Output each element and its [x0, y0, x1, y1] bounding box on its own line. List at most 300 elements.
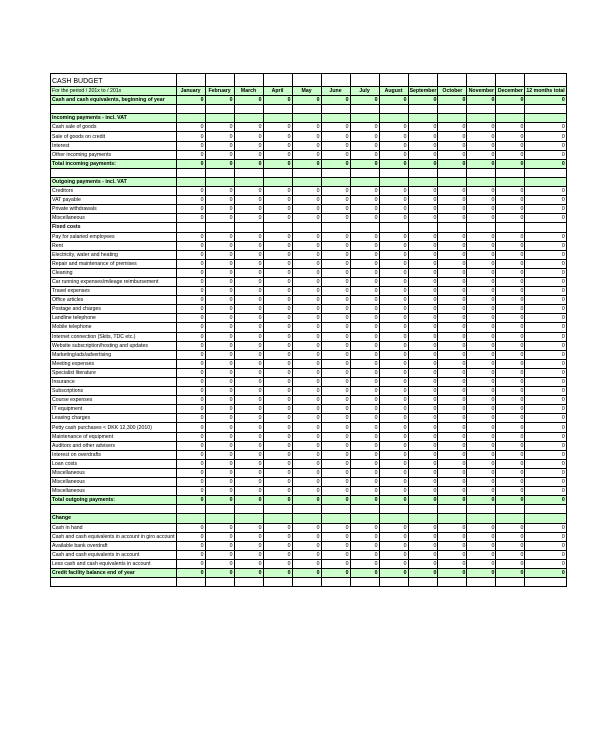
value-cell[interactable]: 0	[379, 532, 408, 541]
value-cell[interactable]: 0	[263, 532, 292, 541]
value-cell[interactable]: 0	[496, 277, 525, 286]
value-cell[interactable]: 0	[234, 368, 263, 377]
value-cell[interactable]: 0	[205, 541, 234, 550]
value-cell[interactable]: 0	[234, 314, 263, 323]
value-cell[interactable]: 0	[525, 559, 566, 568]
value-cell[interactable]: 0	[496, 541, 525, 550]
value-cell[interactable]: 0	[438, 405, 467, 414]
value-cell[interactable]: 0	[438, 423, 467, 432]
value-cell[interactable]: 0	[496, 141, 525, 150]
empty-cell[interactable]	[525, 168, 566, 177]
value-cell[interactable]: 0	[205, 241, 234, 250]
value-cell[interactable]: 0	[292, 350, 321, 359]
value-cell[interactable]: 0	[350, 259, 379, 268]
empty-cell[interactable]	[496, 168, 525, 177]
value-cell[interactable]: 0	[292, 478, 321, 487]
value-cell[interactable]: 0	[350, 405, 379, 414]
value-cell[interactable]: 0	[350, 496, 379, 505]
row-label[interactable]: Cash and cash equivalents, beginning of year	[51, 96, 177, 105]
value-cell[interactable]: 0	[176, 150, 205, 159]
row-label[interactable]: Credit facility balance end of year	[51, 568, 177, 577]
value-cell[interactable]: 0	[205, 268, 234, 277]
value-cell[interactable]: 0	[467, 214, 496, 223]
value-cell[interactable]: 0	[205, 196, 234, 205]
row-label[interactable]: Office articles	[51, 296, 177, 305]
value-cell[interactable]: 0	[350, 468, 379, 477]
value-cell[interactable]: 0	[292, 496, 321, 505]
value-cell[interactable]: 0	[408, 205, 438, 214]
row-label[interactable]: Miscellaneous	[51, 478, 177, 487]
value-cell[interactable]: 0	[438, 396, 467, 405]
value-cell[interactable]: 0	[496, 187, 525, 196]
value-cell[interactable]: 0	[496, 205, 525, 214]
empty-cell[interactable]	[408, 223, 438, 232]
value-cell[interactable]: 0	[350, 123, 379, 132]
value-cell[interactable]: 0	[263, 550, 292, 559]
value-cell[interactable]: 0	[350, 141, 379, 150]
value-cell[interactable]: 0	[408, 432, 438, 441]
value-cell[interactable]: 0	[292, 532, 321, 541]
value-cell[interactable]: 0	[379, 387, 408, 396]
value-cell[interactable]: 0	[525, 96, 566, 105]
value-cell[interactable]: 0	[438, 568, 467, 577]
value-cell[interactable]: 0	[438, 523, 467, 532]
value-cell[interactable]: 0	[234, 296, 263, 305]
value-cell[interactable]: 0	[467, 359, 496, 368]
value-cell[interactable]: 0	[234, 332, 263, 341]
value-cell[interactable]: 0	[438, 150, 467, 159]
value-cell[interactable]: 0	[321, 159, 350, 168]
value-cell[interactable]: 0	[350, 423, 379, 432]
value-cell[interactable]: 0	[379, 396, 408, 405]
value-cell[interactable]: 0	[467, 341, 496, 350]
value-cell[interactable]: 0	[205, 132, 234, 141]
value-cell[interactable]: 0	[525, 141, 566, 150]
value-cell[interactable]: 0	[321, 359, 350, 368]
row-label[interactable]: Pay for salaried employees	[51, 232, 177, 241]
value-cell[interactable]: 0	[496, 305, 525, 314]
empty-cell[interactable]	[525, 578, 566, 587]
empty-cell[interactable]	[379, 114, 408, 123]
value-cell[interactable]: 0	[350, 441, 379, 450]
value-cell[interactable]: 0	[496, 232, 525, 241]
value-cell[interactable]: 0	[205, 550, 234, 559]
value-cell[interactable]: 0	[234, 305, 263, 314]
value-cell[interactable]: 0	[379, 523, 408, 532]
value-cell[interactable]: 0	[467, 323, 496, 332]
value-cell[interactable]: 0	[408, 359, 438, 368]
value-cell[interactable]: 0	[292, 159, 321, 168]
value-cell[interactable]: 0	[467, 368, 496, 377]
value-cell[interactable]: 0	[408, 196, 438, 205]
value-cell[interactable]: 0	[408, 378, 438, 387]
value-cell[interactable]: 0	[205, 259, 234, 268]
value-cell[interactable]: 0	[525, 196, 566, 205]
empty-cell[interactable]	[467, 114, 496, 123]
value-cell[interactable]: 0	[350, 159, 379, 168]
value-cell[interactable]: 0	[176, 532, 205, 541]
value-cell[interactable]: 0	[467, 259, 496, 268]
row-label[interactable]: Outgoing payments - incl. VAT	[51, 177, 177, 186]
value-cell[interactable]: 0	[234, 205, 263, 214]
value-cell[interactable]: 0	[467, 532, 496, 541]
value-cell[interactable]: 0	[205, 205, 234, 214]
value-cell[interactable]: 0	[438, 541, 467, 550]
empty-cell[interactable]	[321, 105, 350, 114]
value-cell[interactable]: 0	[438, 159, 467, 168]
value-cell[interactable]: 0	[321, 496, 350, 505]
empty-cell[interactable]	[379, 105, 408, 114]
value-cell[interactable]: 0	[438, 241, 467, 250]
value-cell[interactable]: 0	[467, 487, 496, 496]
value-cell[interactable]: 0	[292, 277, 321, 286]
row-label[interactable]	[51, 578, 177, 587]
value-cell[interactable]: 0	[467, 132, 496, 141]
value-cell[interactable]: 0	[438, 550, 467, 559]
value-cell[interactable]: 0	[408, 314, 438, 323]
value-cell[interactable]: 0	[176, 405, 205, 414]
row-label[interactable]: Subscriptions	[51, 387, 177, 396]
value-cell[interactable]: 0	[408, 368, 438, 377]
value-cell[interactable]: 0	[379, 123, 408, 132]
value-cell[interactable]: 0	[408, 305, 438, 314]
row-label[interactable]: Loan costs	[51, 459, 177, 468]
value-cell[interactable]: 0	[292, 414, 321, 423]
value-cell[interactable]: 0	[263, 423, 292, 432]
value-cell[interactable]: 0	[321, 323, 350, 332]
value-cell[interactable]: 0	[205, 487, 234, 496]
value-cell[interactable]: 0	[321, 523, 350, 532]
value-cell[interactable]: 0	[292, 405, 321, 414]
empty-cell[interactable]	[205, 168, 234, 177]
value-cell[interactable]: 0	[176, 259, 205, 268]
value-cell[interactable]: 0	[234, 350, 263, 359]
value-cell[interactable]: 0	[176, 141, 205, 150]
row-label[interactable]: Miscellaneous	[51, 468, 177, 477]
value-cell[interactable]: 0	[467, 541, 496, 550]
value-cell[interactable]: 0	[263, 287, 292, 296]
empty-cell[interactable]	[408, 168, 438, 177]
value-cell[interactable]: 0	[263, 241, 292, 250]
empty-cell[interactable]	[379, 223, 408, 232]
empty-cell[interactable]	[525, 105, 566, 114]
empty-cell[interactable]	[176, 177, 205, 186]
value-cell[interactable]: 0	[234, 277, 263, 286]
value-cell[interactable]: 0	[408, 241, 438, 250]
value-cell[interactable]: 0	[205, 341, 234, 350]
value-cell[interactable]: 0	[350, 323, 379, 332]
row-label[interactable]: Change	[51, 514, 177, 523]
value-cell[interactable]: 0	[350, 187, 379, 196]
value-cell[interactable]: 0	[467, 296, 496, 305]
value-cell[interactable]: 0	[321, 550, 350, 559]
value-cell[interactable]: 0	[496, 159, 525, 168]
value-cell[interactable]: 0	[438, 232, 467, 241]
value-cell[interactable]: 0	[525, 259, 566, 268]
value-cell[interactable]: 0	[205, 523, 234, 532]
value-cell[interactable]: 0	[438, 478, 467, 487]
empty-cell[interactable]	[438, 114, 467, 123]
value-cell[interactable]: 0	[496, 241, 525, 250]
value-cell[interactable]: 0	[408, 387, 438, 396]
value-cell[interactable]: 0	[438, 341, 467, 350]
empty-cell[interactable]	[292, 514, 321, 523]
empty-cell[interactable]	[408, 114, 438, 123]
value-cell[interactable]: 0	[438, 250, 467, 259]
value-cell[interactable]: 0	[496, 196, 525, 205]
value-cell[interactable]: 0	[234, 550, 263, 559]
row-label[interactable]: Petty cash purchases < DKK 12,300 (2010)	[51, 423, 177, 432]
value-cell[interactable]: 0	[176, 96, 205, 105]
value-cell[interactable]: 0	[438, 141, 467, 150]
value-cell[interactable]: 0	[176, 132, 205, 141]
value-cell[interactable]: 0	[496, 532, 525, 541]
row-label[interactable]: Interest on overdrafts	[51, 450, 177, 459]
value-cell[interactable]: 0	[292, 214, 321, 223]
value-cell[interactable]: 0	[263, 232, 292, 241]
value-cell[interactable]: 0	[350, 250, 379, 259]
value-cell[interactable]: 0	[205, 96, 234, 105]
value-cell[interactable]: 0	[234, 487, 263, 496]
value-cell[interactable]: 0	[234, 323, 263, 332]
empty-cell[interactable]	[234, 223, 263, 232]
value-cell[interactable]: 0	[496, 523, 525, 532]
value-cell[interactable]: 0	[292, 523, 321, 532]
value-cell[interactable]: 0	[321, 296, 350, 305]
value-cell[interactable]: 0	[321, 341, 350, 350]
value-cell[interactable]: 0	[263, 405, 292, 414]
value-cell[interactable]: 0	[234, 405, 263, 414]
value-cell[interactable]: 0	[321, 559, 350, 568]
value-cell[interactable]: 0	[350, 532, 379, 541]
value-cell[interactable]: 0	[234, 378, 263, 387]
value-cell[interactable]: 0	[350, 96, 379, 105]
row-label[interactable]: Cash in hand	[51, 523, 177, 532]
value-cell[interactable]: 0	[205, 141, 234, 150]
value-cell[interactable]: 0	[379, 350, 408, 359]
value-cell[interactable]: 0	[350, 396, 379, 405]
value-cell[interactable]: 0	[205, 396, 234, 405]
value-cell[interactable]: 0	[321, 305, 350, 314]
row-label[interactable]: Other incoming payments	[51, 150, 177, 159]
value-cell[interactable]: 0	[438, 414, 467, 423]
value-cell[interactable]: 0	[263, 523, 292, 532]
row-label[interactable]: Landline telephone	[51, 314, 177, 323]
value-cell[interactable]: 0	[496, 450, 525, 459]
row-label[interactable]: Miscellaneous	[51, 487, 177, 496]
value-cell[interactable]: 0	[408, 423, 438, 432]
value-cell[interactable]: 0	[321, 277, 350, 286]
value-cell[interactable]: 0	[408, 96, 438, 105]
empty-cell[interactable]	[321, 514, 350, 523]
empty-cell[interactable]	[292, 223, 321, 232]
value-cell[interactable]: 0	[408, 259, 438, 268]
value-cell[interactable]: 0	[292, 187, 321, 196]
value-cell[interactable]: 0	[525, 414, 566, 423]
value-cell[interactable]: 0	[263, 214, 292, 223]
value-cell[interactable]: 0	[350, 414, 379, 423]
value-cell[interactable]: 0	[234, 568, 263, 577]
value-cell[interactable]: 0	[525, 478, 566, 487]
empty-cell[interactable]	[292, 177, 321, 186]
value-cell[interactable]: 0	[467, 232, 496, 241]
value-cell[interactable]: 0	[292, 559, 321, 568]
value-cell[interactable]: 0	[292, 305, 321, 314]
value-cell[interactable]: 0	[379, 405, 408, 414]
value-cell[interactable]: 0	[525, 423, 566, 432]
value-cell[interactable]: 0	[321, 441, 350, 450]
empty-cell[interactable]	[408, 105, 438, 114]
value-cell[interactable]: 0	[496, 150, 525, 159]
value-cell[interactable]: 0	[379, 250, 408, 259]
value-cell[interactable]: 0	[379, 432, 408, 441]
row-label[interactable]: Fixed costs	[51, 223, 177, 232]
value-cell[interactable]: 0	[379, 441, 408, 450]
value-cell[interactable]: 0	[379, 277, 408, 286]
empty-cell[interactable]	[321, 177, 350, 186]
value-cell[interactable]: 0	[176, 187, 205, 196]
value-cell[interactable]: 0	[176, 296, 205, 305]
value-cell[interactable]: 0	[496, 414, 525, 423]
value-cell[interactable]: 0	[263, 414, 292, 423]
value-cell[interactable]: 0	[176, 350, 205, 359]
empty-cell[interactable]	[496, 578, 525, 587]
value-cell[interactable]: 0	[379, 305, 408, 314]
value-cell[interactable]: 0	[496, 268, 525, 277]
empty-cell[interactable]	[467, 168, 496, 177]
value-cell[interactable]: 0	[525, 150, 566, 159]
value-cell[interactable]: 0	[438, 332, 467, 341]
value-cell[interactable]: 0	[263, 332, 292, 341]
value-cell[interactable]: 0	[321, 96, 350, 105]
value-cell[interactable]: 0	[525, 241, 566, 250]
value-cell[interactable]: 0	[321, 478, 350, 487]
value-cell[interactable]: 0	[408, 187, 438, 196]
value-cell[interactable]: 0	[263, 432, 292, 441]
value-cell[interactable]: 0	[525, 296, 566, 305]
value-cell[interactable]: 0	[350, 268, 379, 277]
value-cell[interactable]: 0	[438, 268, 467, 277]
value-cell[interactable]: 0	[176, 368, 205, 377]
value-cell[interactable]: 0	[525, 468, 566, 477]
empty-cell[interactable]	[350, 114, 379, 123]
value-cell[interactable]: 0	[234, 232, 263, 241]
value-cell[interactable]: 0	[525, 450, 566, 459]
value-cell[interactable]: 0	[321, 405, 350, 414]
value-cell[interactable]: 0	[321, 396, 350, 405]
value-cell[interactable]: 0	[234, 496, 263, 505]
value-cell[interactable]: 0	[234, 287, 263, 296]
value-cell[interactable]: 0	[176, 468, 205, 477]
value-cell[interactable]: 0	[496, 550, 525, 559]
value-cell[interactable]: 0	[176, 487, 205, 496]
value-cell[interactable]: 0	[176, 423, 205, 432]
value-cell[interactable]: 0	[176, 305, 205, 314]
empty-cell[interactable]	[408, 514, 438, 523]
empty-cell[interactable]	[234, 177, 263, 186]
empty-cell[interactable]	[176, 168, 205, 177]
value-cell[interactable]: 0	[525, 541, 566, 550]
value-cell[interactable]: 0	[176, 541, 205, 550]
value-cell[interactable]: 0	[467, 123, 496, 132]
value-cell[interactable]: 0	[350, 568, 379, 577]
empty-cell[interactable]	[525, 514, 566, 523]
value-cell[interactable]: 0	[321, 487, 350, 496]
value-cell[interactable]: 0	[467, 450, 496, 459]
value-cell[interactable]: 0	[234, 259, 263, 268]
value-cell[interactable]: 0	[496, 441, 525, 450]
value-cell[interactable]: 0	[379, 296, 408, 305]
value-cell[interactable]: 0	[496, 387, 525, 396]
row-label[interactable]	[51, 105, 177, 114]
empty-cell[interactable]	[467, 578, 496, 587]
value-cell[interactable]: 0	[408, 123, 438, 132]
value-cell[interactable]: 0	[176, 241, 205, 250]
value-cell[interactable]: 0	[350, 232, 379, 241]
value-cell[interactable]: 0	[234, 478, 263, 487]
value-cell[interactable]: 0	[379, 378, 408, 387]
empty-cell[interactable]	[379, 505, 408, 514]
value-cell[interactable]: 0	[379, 241, 408, 250]
empty-cell[interactable]	[205, 514, 234, 523]
row-label[interactable]: Electricity, water and heating	[51, 250, 177, 259]
value-cell[interactable]: 0	[438, 378, 467, 387]
value-cell[interactable]: 0	[350, 241, 379, 250]
value-cell[interactable]: 0	[205, 305, 234, 314]
value-cell[interactable]: 0	[292, 368, 321, 377]
value-cell[interactable]: 0	[234, 268, 263, 277]
value-cell[interactable]: 0	[525, 387, 566, 396]
row-label[interactable]: Specialist literature	[51, 368, 177, 377]
value-cell[interactable]: 0	[467, 150, 496, 159]
value-cell[interactable]: 0	[263, 368, 292, 377]
value-cell[interactable]: 0	[176, 214, 205, 223]
value-cell[interactable]: 0	[176, 387, 205, 396]
value-cell[interactable]: 0	[350, 205, 379, 214]
empty-cell[interactable]	[350, 105, 379, 114]
row-label[interactable]	[51, 168, 177, 177]
value-cell[interactable]: 0	[321, 268, 350, 277]
value-cell[interactable]: 0	[321, 568, 350, 577]
value-cell[interactable]: 0	[205, 187, 234, 196]
value-cell[interactable]: 0	[379, 196, 408, 205]
value-cell[interactable]: 0	[350, 478, 379, 487]
period-label[interactable]: For the period / 201x to / 201x	[51, 87, 177, 96]
row-label[interactable]: Internet connection (Skits, TDC etc.)	[51, 332, 177, 341]
empty-cell[interactable]	[234, 114, 263, 123]
empty-cell[interactable]	[350, 578, 379, 587]
value-cell[interactable]: 0	[525, 187, 566, 196]
value-cell[interactable]: 0	[350, 550, 379, 559]
value-cell[interactable]: 0	[321, 214, 350, 223]
value-cell[interactable]: 0	[467, 405, 496, 414]
value-cell[interactable]: 0	[408, 159, 438, 168]
empty-cell[interactable]	[176, 223, 205, 232]
value-cell[interactable]: 0	[292, 268, 321, 277]
value-cell[interactable]: 0	[176, 378, 205, 387]
value-cell[interactable]: 0	[263, 387, 292, 396]
value-cell[interactable]: 0	[263, 541, 292, 550]
value-cell[interactable]: 0	[263, 468, 292, 477]
value-cell[interactable]: 0	[321, 532, 350, 541]
value-cell[interactable]: 0	[321, 414, 350, 423]
value-cell[interactable]: 0	[467, 396, 496, 405]
value-cell[interactable]: 0	[525, 277, 566, 286]
empty-cell[interactable]	[321, 505, 350, 514]
value-cell[interactable]: 0	[379, 268, 408, 277]
value-cell[interactable]: 0	[234, 250, 263, 259]
value-cell[interactable]: 0	[525, 323, 566, 332]
